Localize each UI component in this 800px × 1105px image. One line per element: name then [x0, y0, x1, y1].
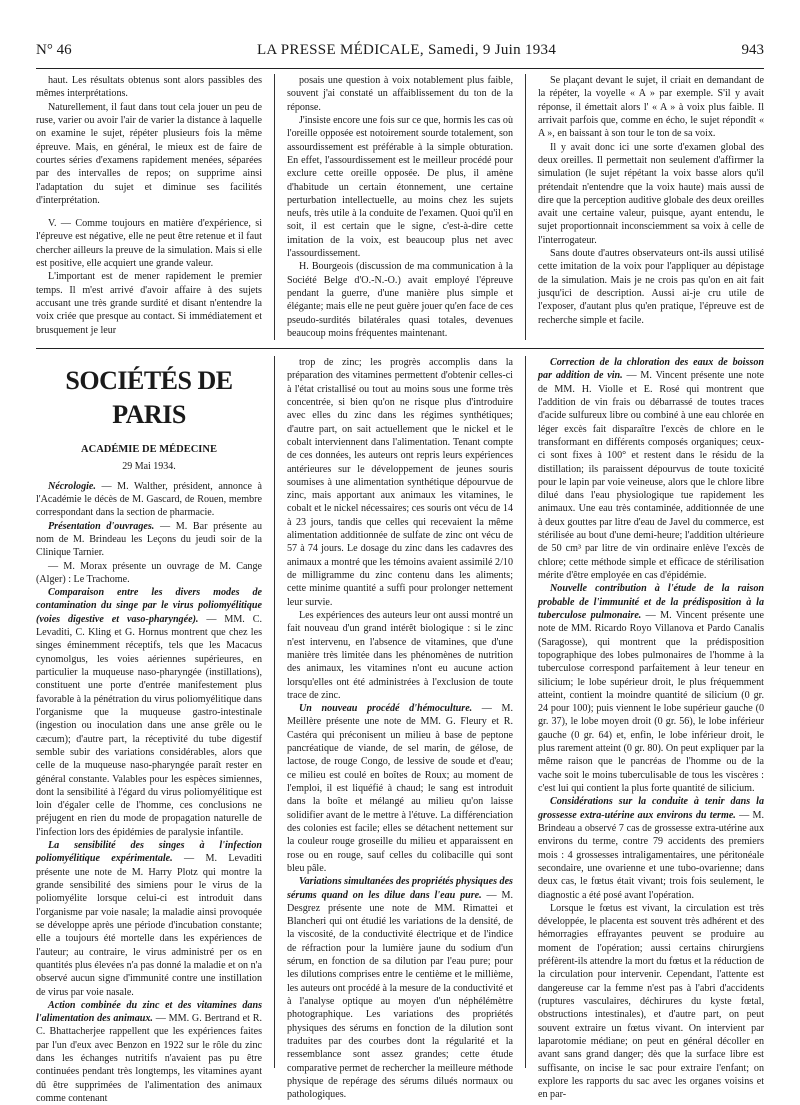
report-paragraph: [287, 356, 513, 609]
top-column-2: [287, 74, 513, 340]
report-heading: Un nouveau procédé d'hémoculture.: [299, 703, 473, 715]
report-heading: Nouvelle contribution à l'étude de la raison probable de l'immunité et de la prédisposition à la tuberculose pulmonaire.: [538, 583, 764, 621]
bottom-column-2: [287, 356, 513, 1101]
top-column-3: [538, 74, 764, 340]
report-text: — MM. C. Levaditi, C. Kling et G. Hornus montrent que chez les singes éminemment réceptifs, tels que les Macacus cynomolgus, les voies aériennes supérieures, en particulier la muqueuse naso-pharyngée (instillations), constituent une porte d'entrée manifestement plus favorable à la pénétration du virus poliomyélitique dans l'organisme que la muqueuse gastro-intestinale (ingestion ou inoculation dans une anse grêle ou le cæcum); d'autre part, la réceptivité du tube digestif semble subir des variations considérables, alors que celle de la muqueuse naso-pharyngée paraît rester en général constante. Valables pour les espèces simiennes, dont la sensibilité à l'égard du virus poliomyélitique est loin d'égaler celle de l'homme, ces conclusions ne préjugent en rien du mode de propagation naturelle de l'infection lors des épidémies de paralysie infantile.: [36, 613, 262, 838]
report-heading: Variations simultanées des propriétés physiques des sérums quand on les dilue dans l'eau pure.: [287, 876, 513, 901]
report-text: — M. Brindeau a observé 7 cas de grossesse extra-utérine aux environs du terme, contre 79 accidents des premiers mois : 4 grossesses intraligamentaires, une péritonéale secondaire, une ovarienne et une tubo-ovarienne; dans deux cas, le fœtus était vivant; trois fois seulement, le diagnostic a été posé avant l'opération.: [538, 809, 765, 901]
academy-title: ACADÉMIE DE MÉDECINE: [81, 443, 217, 455]
report-paragraph: [36, 480, 262, 520]
societes-section: [36, 356, 765, 1105]
report-text: — M. Desgrez présente une note de MM. Rimattei et Blancheri qui ont étudié les variations de la densité, de la viscosité, de la conductivité électrique et de l'indice de réfraction pour la lumière jaune du sodium d'un sérum, en fonction de sa dilution par l'eau pure; pour les dilutions comprises entre le centième et le millième, les auteurs ont procédé à la mesure de la conductivité et à l'analyse optique au moyen d'un néphélémètre photographique. Les variations des propriétés physiques des sérums en fonction de la dilution sont traduites par des courbes dont la régularité et la ressemblance sont assez grandes; cette étude comparative permet de rechercher la meilleure méthode physique de repérage des sérums dilués normaux ou pathologiques.: [287, 889, 513, 1101]
column-divider: [525, 74, 526, 340]
report-heading: Action combinée du zinc et des vitamines dans l'alimentation des animaux.: [36, 999, 262, 1025]
section-rule: [36, 348, 764, 349]
report-paragraph: [36, 839, 262, 999]
report-text: trop de zinc; les progrès accomplis dans la préparation des vitamines permettent d'obtenir celles-ci à l'état cristallisé ou tout au moins sous une forme très concentrée, si bien qu'on ne risque plus d'introduire avec elles du zinc dans les régimes synthétiques; d'autre part, on sait actuellement que le nickel et le cobalt interviennent dans l'alimentation. Tenant compte de ces données, les auteurs ont repris leurs expériences antérieures sur le développement de jeunes souris soumises à une alimentation synthétique dépourvue de zinc, mais apportant aux animaux les vitamines, le cobalt et le nickel nécessaires; ces souris ont vécu de 14 à 23 jours, tandis que celles qui recevaient la même alimentation additionnée de sulfate de zinc ont vécu de 57 à 74 jours. Le dosage du zinc dans les cadavres des animaux a montré que les témoins avaient assimilé 2/10 de milligramme du zinc contenu dans les aliments; cette minime quantité a suffi pour prolonger nettement leur survie.: [287, 357, 513, 608]
report-text: — MM. G. Bertrand et R. C. Bhattacherjee rappellent que les expériences faites par l'un d'eux avec Benzon en 1922 sur le rôle du zinc dans les échanges nutritifs n'avaient pas pu être continuées pendant très longtemps, les vitamines ayant dû être supprimées de l'alimentation des animaux comme contenant: [36, 1013, 262, 1105]
report-heading: Correction de la chloration des eaux de boisson par addition de vin.: [538, 357, 764, 382]
report-text: — M. Vincent présente une note de MM. H. Violle et E. Rosé qui montrent que l'addition de vin frais ou débarrassé de toutes traces d'acide sulfureux libre ou combiné à une eau chlorée en léger excès fait disparaître l'excès de chlore en le transformant en différents composés organiques; ceux-ci sont fixes à 100° et restent dans le résidu de la distillation; ils paraissent dépourvus de toute toxicité pour le lapin par voie veineuse, alors que le chlore libre dilué dans l'eau physiologique tue rapidement les animaux. Une eau très contaminée, additionnée de une à deux gouttes par litre d'eau de Javel du commerce, est stérilisée au bout d'une demi-heure; l'addition ultérieure de 50 cm³ par litre de vin ordinaire enlève l'excès de chlore; cette méthode simple et efficace de stérilisation mérite d'être employée en cas d'épidémie.: [538, 370, 764, 581]
paragraph: L'important est de mener rapidement le premier temps. Il m'est arrivé d'avoir affaire à des sujets accusant une très grande surdité et disant n'entendre la voix criée que presque au contact. Si immédiatement et brusquement je leur: [36, 271, 262, 336]
report-paragraph: [538, 582, 764, 795]
report-text: — M. Vincent présente une note de MM. Ricardo Royo Villanova et Pardo Canalis (Saragosse), qui montrent que la prédisposition topographique des lobes pulmonaires de l'homme à la tuberculose correspond parfaitement à leur teneur en silicium; le lobe supérieur droit, le plus fréquemment atteint, contient la moindre quantité de silicium (0 gr. 24 pour 100); puis viennent le lobe supérieur gauche (0 gr. 37), le lobe moyen droit (0 gr. 56), le lobe inférieur gauche (0 gr. 64) et, enfin, le lobe inférieur droit, le plus rarement atteint (0 gr. 80). On peut expliquer par la même raison que le pancréas de l'homme ou de la vache soit le moins tuberculisable de tous les viscères : c'est lui qui contient la plus forte quantité de silicium.: [538, 609, 764, 794]
report-paragraph: [36, 520, 262, 560]
report-text: — M. Levaditi présente une note de M. Harry Plotz qui montre la grande sensibilité des simiens pour le virus de la poliomyélite lorsque celui-ci est introduit dans l'organisme par voie nasale; la maladie ainsi provoquée se développe après une période d'incubation constante; elle a toujours été mortelle dans les expériences de l'auteur; au contraire, le virus administré per os en quantités plus élevées n'a pas donné la maladie et on n'a observé aucun signe d'immunité contre une instillation de virus par voie nasale.: [36, 853, 263, 998]
report-paragraph: [538, 902, 764, 1102]
bottom-column-1: [36, 356, 263, 1105]
report-heading: Nécrologie.: [48, 480, 96, 492]
report-paragraph: [538, 356, 764, 582]
report-paragraph: [36, 999, 262, 1105]
issue-number: N° 46: [36, 42, 72, 58]
report-heading: La sensibilité des singes à l'infection poliomyélitique expérimentale.: [36, 840, 262, 865]
paragraph: J'insiste encore une fois sur ce que, hormis les cas où l'oreille opposée est notoirement sourde totalement, son assourdissement est préférable à la simple obturation. En effet, l'assourdissement est le meilleur procédé pour exclure cette oreille opposée. De plus, il amène d'habitude un certain étonnement, une certaine perturbation intellectuelle, au moins chez les sujets neufs, très utile à la conduite de l'examen. Quoi qu'il en soit, il est certain que le signe, c'est-à-dire cette imitation de la voix, est beaucoup plus net avec l'assourdissement.: [287, 114, 514, 260]
report-text: — M. Meillère présente une note de MM. G. Fleury et R. Castéra qui préconisent un milieu à base de peptone pancréatique de viande, de sel marin, de gélose, de lactose, de rouge Congo, de lessive de soude et d'eau; ce milieu est coulé en boîtes de Roux; au moment de l'emploi, il est liquéfié à chaud; le sang est introduit dans la boîte et mélangé au milieu qu'on laisse solidifier avant de le mettre à l'étuve. La différenciation des colonies est facile; elles se détachent nettement sur la couleur rouge groseille du milieu et apparaissent en rose ou en rouge, sauf celles du colibacille qui sont bleu pâle.: [287, 703, 513, 874]
report-text: — M. Morax présente un ouvrage de M. Cange (Alger) : Le Trachome.: [36, 560, 262, 585]
paragraph: Il y avait donc ici une sorte d'examen global des deux oreilles. Il permettait non seulement d'affirmer la simulation (le sujet répétant la voix basse alors qu'il prétendait n'entendre que la voix haute) mais aussi de dire que la perception auditive globale des deux oreilles avait une certaine valeur, puisque, ayant entendu, le sujet proportionnait inconsciemment sa voix à celle de l'interrogateur.: [538, 141, 764, 246]
paragraph: V. — Comme toujours en matière d'expérience, si l'épreuve est négative, elle ne peut être retenue et il faut chercher ailleurs la preuve de la simulation. Mais si elle est positive, elle acquiert une grande valeur.: [36, 218, 262, 270]
bottom-column-3: [538, 356, 765, 1101]
paragraph: posais une question à voix notablement plus faible, souvent j'ai constaté un affaiblissement du ton de la réponse.: [287, 75, 513, 113]
journal-title: LA PRESSE MÉDICALE, Samedi, 9 Juin 1934: [256, 42, 557, 58]
report-heading: Présentation d'ouvrages.: [48, 520, 155, 532]
report-heading: Considérations sur la conduite à tenir dans la grossesse extra-utérine aux environs du terme.: [538, 796, 764, 821]
paragraph: Sans doute d'autres observateurs ont-ils aussi utilisé cette imitation de la voix pour l'appliquer au dépistage de la simulation. Mais je ne crois pas qu'on en ait fait jusqu'ici de description. Aussi ai-je cru utile de l'exposer, d'autant plus qu'en pratique, l'épreuve est de recherche simple et facile.: [538, 248, 764, 326]
running-header: [36, 42, 764, 66]
report-paragraph: [36, 586, 262, 839]
paragraph: Se plaçant devant le sujet, il criait en demandant de la répéter, la voyelle « A » par exemple. S'il y avait réponse, il émettait alors l' « A » à voix plus faible. Il arrivait parfois que, comme en écho, le sujet répondît « A », en baissant à son tour le ton de sa voix.: [538, 75, 764, 140]
report-paragraph: [36, 560, 262, 587]
report-paragraph: [287, 875, 513, 1101]
report-heading: Comparaison entre les divers modes de contamination du singe par le virus poliomyélitique (voies digestive et vaso-pharyngée).: [36, 587, 262, 625]
paragraph: Naturellement, il faut dans tout cela jouer un peu de ruse, varier ou avoir l'air de varier la distance à laquelle on examine le sujet, répéter plusieurs fois la même épreuve. Mais, en général, le mieux est de faire de courtes séries d'examens rapidement menées, séparées par des intervalles de repos; on supprime ainsi l'adaptation du sujet et diminue ses facilités d'interprétation.: [36, 101, 262, 206]
report-text: — M. Walther, président, annonce à l'Académie le décès de M. Gascard, de Rouen, membre correspondant dans la section de pharmacie.: [36, 480, 262, 519]
report-text: Lorsque le fœtus est vivant, la circulation est très développée, le placenta est souvent très adhérent et des hémorragies effrayantes peuvent se produire au moment de l'opération; aussi certains chirurgiens préfèrent-ils attendre la mort du fœtus et la réduction de la circulation pour intervenir. Cependant, l'attente est dangereuse car la femme n'est pas à l'abri d'accidents (ruptures vasculaires, déchirures du kyste fœtal, obstructions intestinales), et d'autre part, on peut souvent extraire un fœtus vivant. On intervient par laparotomie médiane; on peut en général décoller en avant sans grand danger; dès que la surface libre est suffisante, on incise le sac pour extraire l'enfant; on explore les rapports du sac avec les organes voisins et en par-: [538, 902, 764, 1101]
column-divider: [274, 74, 275, 340]
column-divider: [274, 356, 275, 1068]
top-column-1: [36, 74, 262, 340]
report-paragraph: [538, 795, 764, 902]
header-rule: [36, 68, 764, 69]
paragraph: H. Bourgeois (discussion de ma communication à la Société Belge d'O.-N.-O.) avait employé l'épreuve pendant la guerre, d'une manière plus simple et élégante; mais elle ne peut guère jouer qu'en face de ces pseudo-surdités bilatérales quasi totales, devenues beaucoup moins fréquentes maintenant.: [287, 261, 514, 339]
session-date: 29 Mai 1934.: [122, 461, 176, 473]
report-paragraph: [287, 609, 513, 702]
paragraph: haut. Les résultats obtenus sont alors passibles des mêmes interprétations.: [36, 75, 262, 100]
section-title: SOCIÉTÉS DE PARIS: [65, 366, 233, 430]
report-text: — M. Bar présente au nom de M. Brindeau les Leçons du jeudi soir de la Clinique Tarnier.: [36, 520, 262, 559]
article-continuation: [36, 74, 764, 340]
report-paragraph: [287, 702, 513, 875]
page-number: 943: [741, 42, 764, 58]
report-text: Les expériences des auteurs leur ont aussi montré un fait nouveau d'un grand intérêt biologique : si le zinc n'est intervenu, en l'absence de vitamines, que d'une manière très limitée dans les phénomènes de nutrition des animaux, les vitamines n'ont eu aucune action lorsqu'elles ont été administrées à l'exclusion de toute trace de zinc.: [287, 609, 513, 701]
column-divider: [525, 356, 526, 1068]
